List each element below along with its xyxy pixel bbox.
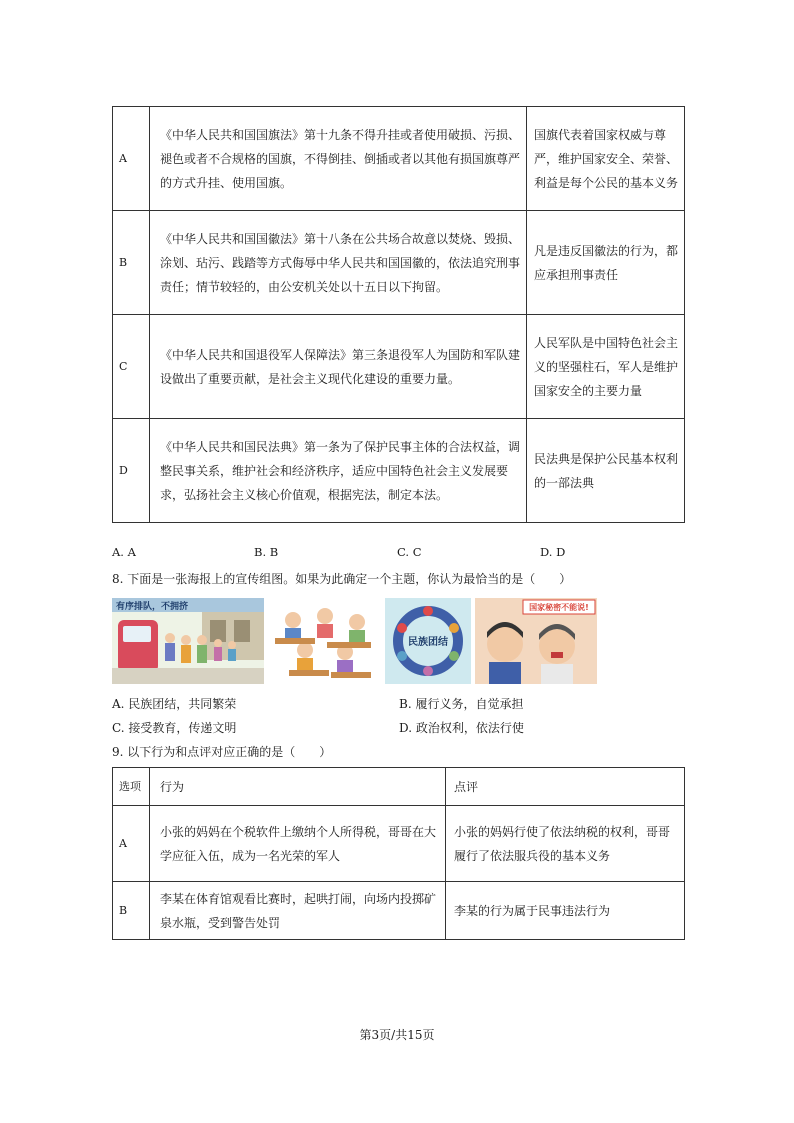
evaluation-text: 人民军队是中国特色社会主义的坚强柱石，军人是维护国家安全的主要力量: [527, 315, 685, 419]
table-row: [113, 806, 685, 882]
answer-option-b[interactable]: B. B: [254, 545, 279, 559]
img3-caption: 民族团结: [408, 637, 448, 648]
column-header: 点评: [446, 768, 685, 806]
law-text: 《中华人民共和国国徽法》第十八条在公共场合故意以焚烧、毁损、涂划、玷污、践踏等方式侮辱中华人民共和国国徽的，依法追究刑事责任；情节较轻的，由公安机关处以十五日以下拘留。: [150, 211, 527, 315]
answer-option-c[interactable]: C. 接受教育，传递文明: [112, 721, 237, 735]
question7-options: [112, 545, 712, 563]
classroom-illustration: [265, 598, 380, 684]
answer-option-a[interactable]: A. A: [112, 545, 136, 559]
column-header: 行为: [150, 768, 446, 806]
table-row: [113, 315, 685, 419]
column-header: 选项: [113, 768, 150, 806]
option-key: A: [113, 806, 150, 882]
comment-text: 小张的妈妈行使了依法纳税的权利，哥哥履行了依法服兵役的基本义务: [446, 806, 685, 882]
page-number: 第3页/共15页: [359, 1028, 435, 1042]
answer-option-d[interactable]: D. D: [540, 545, 566, 559]
option-key: B: [113, 882, 150, 940]
law-text: 《中华人民共和国民法典》第一条为了保护民事主体的合法权益，调整民事关系，维护社会和经济秩序，适应中国特色社会主义发展要求，弘扬社会主义核心价值观，根据宪法，制定本法。: [150, 419, 527, 523]
question7-table: [112, 106, 685, 523]
comment-text: 李某的行为属于民事违法行为: [446, 882, 685, 940]
answer-option-a[interactable]: A. 民族团结，共同繁荣: [112, 697, 237, 711]
action-text: 李某在体育馆观看比赛时，起哄打闹，向场内投掷矿泉水瓶，受到警告处罚: [150, 882, 446, 940]
img4-caption: 国家秘密不能说!: [529, 603, 589, 612]
answer-option-b[interactable]: B. 履行义务，自觉承担: [399, 697, 524, 711]
answer-option-d[interactable]: D. 政治权利，依法行使: [399, 721, 524, 735]
img1-caption: 有序排队，不拥挤: [116, 602, 189, 612]
evaluation-text: 民法典是保护公民基本权利的一部法典: [527, 419, 685, 523]
table-row: [113, 211, 685, 315]
poster-image-group: [112, 598, 602, 684]
state-secret-illustration: [475, 598, 597, 684]
table-row: [113, 419, 685, 523]
question8-stem: 8. 下面是一张海报上的宣传组图。如果为此确定一个主题，你认为最恰当的是（ ）: [112, 572, 572, 586]
ethnic-unity-illustration: [385, 598, 471, 684]
law-text: 《中华人民共和国退役军人保障法》第三条退役军人为国防和军队建设做出了重要贡献，是社会主义现代化建设的重要力量。: [150, 315, 527, 419]
answer-option-c[interactable]: C. C: [397, 545, 422, 559]
option-key: C: [113, 315, 150, 419]
question9-stem: 9. 以下行为和点评对应正确的是（ ）: [112, 745, 332, 759]
table-row: [113, 882, 685, 940]
queue-bus-illustration: [112, 598, 264, 684]
option-key: A: [113, 107, 150, 211]
evaluation-text: 国旗代表着国家权威与尊严，维护国家安全、荣誉、利益是每个公民的基本义务: [527, 107, 685, 211]
evaluation-text: 凡是违反国徽法的行为，都应承担刑事责任: [527, 211, 685, 315]
table-row: [113, 107, 685, 211]
question9-table: [112, 767, 685, 940]
option-key: D: [113, 419, 150, 523]
law-text: 《中华人民共和国国旗法》第十九条不得升挂或者使用破损、污损、褪色或者不合规格的国旗，不得倒挂、倒插或者以其他有损国旗尊严的方式升挂、使用国旗。: [150, 107, 527, 211]
table-header-row: [113, 768, 685, 806]
action-text: 小张的妈妈在个税软件上缴纳个人所得税，哥哥在大学应征入伍，成为一名光荣的军人: [150, 806, 446, 882]
option-key: B: [113, 211, 150, 315]
